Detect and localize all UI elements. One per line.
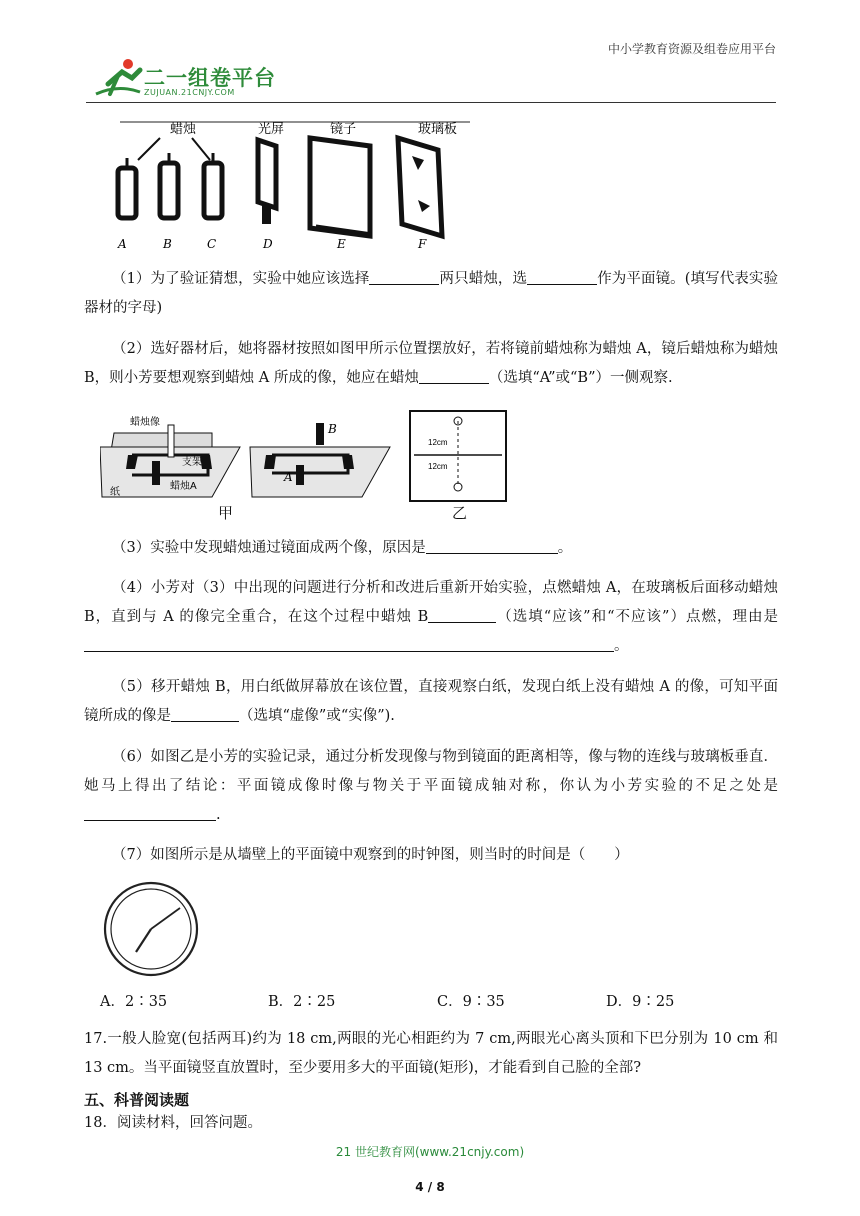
svg-text:蜡烛A: 蜡烛A	[170, 481, 197, 492]
blank-shortcoming[interactable]	[84, 804, 216, 821]
mirror-clock-icon	[102, 880, 200, 978]
light-screen	[258, 140, 276, 224]
svg-text:12cm: 12cm	[428, 462, 448, 471]
svg-text:蜡烛像: 蜡烛像	[130, 417, 160, 428]
option-c[interactable]: C．9∶35	[437, 994, 505, 1010]
svg-text:B: B	[328, 422, 337, 436]
svg-text:12cm: 12cm	[428, 438, 448, 447]
blank-reason[interactable]	[84, 635, 614, 652]
label-jia: 甲	[218, 504, 234, 522]
letter-e: E	[337, 237, 346, 251]
question-3: （3）实验中发现蜡烛通过镜面成两个像，原因是 。	[84, 534, 778, 563]
letter-d: D	[263, 237, 273, 251]
logo-subtitle: ZUJUAN.21CNJY.COM	[144, 88, 235, 97]
setup-middle	[250, 422, 390, 497]
mirror	[310, 138, 372, 236]
letter-a: A	[118, 237, 127, 251]
label-candles: 蜡烛	[170, 122, 197, 137]
label-screen: 光屏	[258, 122, 285, 137]
equipment-figure	[100, 108, 470, 256]
option-d[interactable]: D．9∶25	[606, 994, 675, 1010]
question-18: 18．阅读材料，回答问题。	[84, 1115, 262, 1131]
candle-c	[204, 153, 222, 218]
candle-b	[160, 153, 178, 218]
section-title: 五、科普阅读题	[84, 1091, 190, 1109]
candle-a	[118, 158, 136, 218]
svg-text:纸: 纸	[110, 487, 120, 498]
svg-text:支架: 支架	[182, 457, 202, 468]
question-7: （7）如图所示是从墙壁上的平面镜中观察到的时钟图，则当时的时间是（ ）	[112, 847, 629, 863]
question-6: （6）如图乙是小芳的实验记录，通过分析发现像与物到镜面的距离相等，像与物的连线与玻璃板垂直．她马上得出了结论：平面镜成像时像与物关于平面镜成轴对称，你认为小芳实验的不足之处是.	[84, 749, 778, 823]
header-divider	[86, 102, 776, 103]
setup-jia	[100, 415, 240, 498]
blank-two-images[interactable]	[426, 537, 558, 554]
letter-b: B	[163, 237, 172, 251]
blank-should-light[interactable]	[428, 606, 496, 623]
label-mirror: 镜子	[330, 122, 357, 137]
label-glass: 玻璃板	[418, 122, 458, 137]
label-yi: 乙	[452, 504, 468, 522]
blank-candles[interactable]	[369, 268, 439, 285]
blank-observe-side[interactable]	[419, 367, 489, 384]
page-number: 4 / 8	[415, 1180, 445, 1194]
blank-mirror[interactable]	[527, 268, 597, 285]
question-2: （2）选好器材后，她将器材按照如图甲所示位置摆放好，若将镜前蜡烛称为蜡烛 A，镜后蜡烛称为蜡烛 B，则小芳要想观察到蜡烛 A 所成的像，她应在蜡烛 （选填“A”或“B”）一侧观察.	[84, 341, 778, 386]
letter-f: F	[418, 237, 427, 251]
footer-site[interactable]: 21 世纪教育网(www.21cnjy.com)	[335, 1145, 525, 1159]
logo-text: 二一组卷平台	[144, 66, 276, 90]
option-b[interactable]: B．2∶25	[268, 994, 336, 1010]
letter-c: C	[207, 237, 217, 251]
option-a[interactable]: A．2∶35	[100, 994, 168, 1010]
platform-name: 中小学教育资源及组卷应用平台	[607, 42, 776, 56]
svg-text:A: A	[284, 470, 293, 484]
question-17: 17.一般人脸宽(包括两耳)约为 18 cm,两眼的光心相距约为 7 cm,两眼光心离头顶和下巴分别为 10 cm 和 13 cm。当平面镜竖直放置时，至少要用多大的平面镜(矩形)，才能看到自己脸的全部?	[84, 1031, 778, 1076]
question-5: （5）移开蜡烛 B，用白纸做屏幕放在该位置，直接观察白纸，发现白纸上没有蜡烛 A 的像，可知平面镜所成的像是 （选填“虚像”或“实像”).	[84, 679, 778, 724]
question-1: （1）为了验证猜想，实验中她应该选择 两只蜡烛，选 作为平面镜。(填写代表实验器材的字母)	[84, 265, 778, 323]
glass-plate	[398, 138, 442, 236]
record-yi	[410, 411, 506, 501]
question-4: （4）小芳对（3）中出现的问题进行分析和改进后重新开始实验，点燃蜡烛 A，在玻璃板后面移动蜡烛 B，直到与 A 的像完全重合，在这个过程中蜡烛 B （选填“应该”和“不应该”）点燃，理由是。	[84, 580, 778, 654]
blank-image-type[interactable]	[171, 705, 239, 722]
